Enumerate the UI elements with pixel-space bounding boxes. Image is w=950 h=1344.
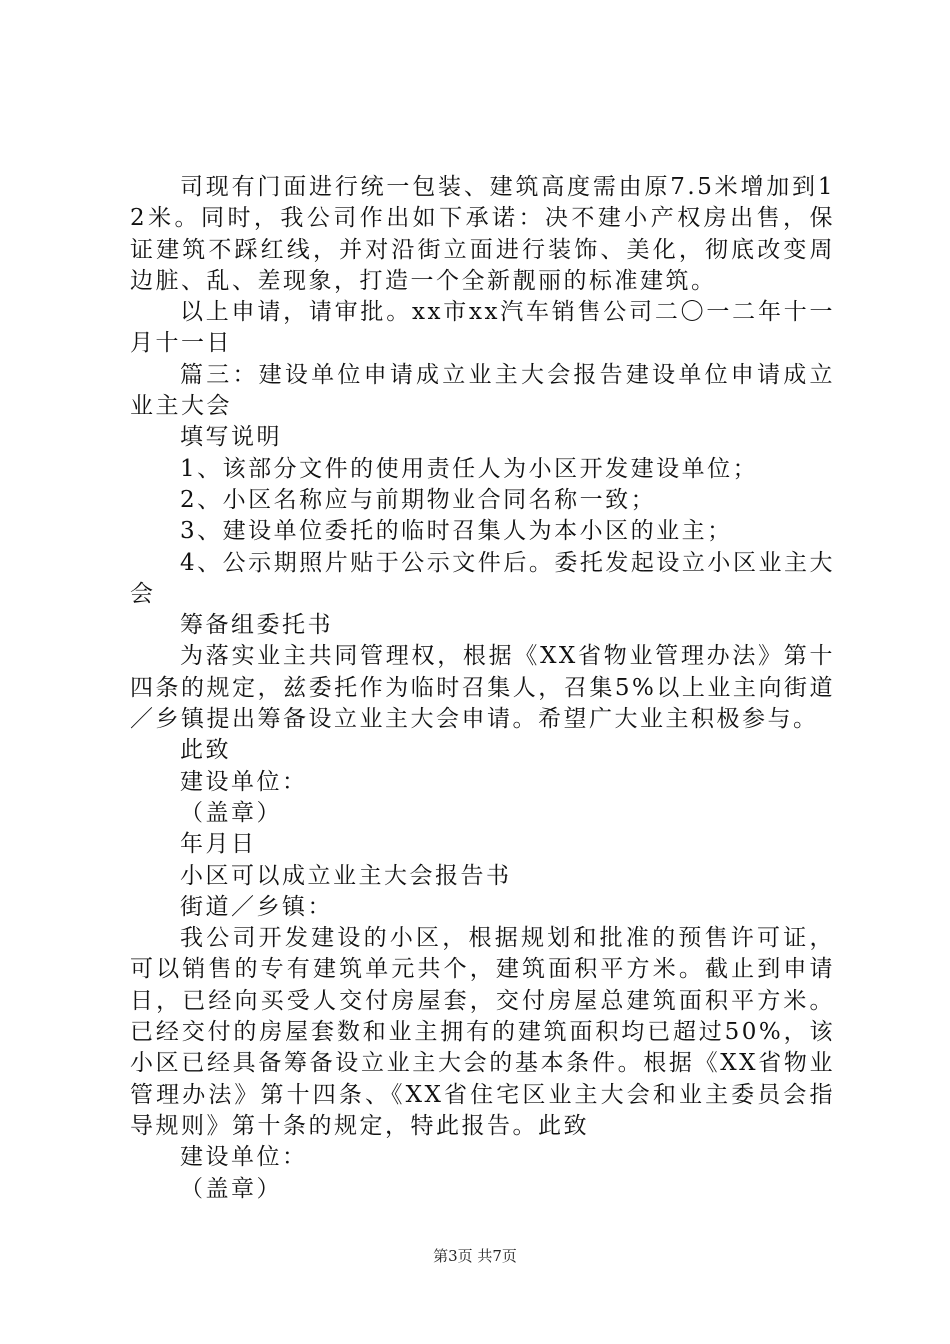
paragraph-building-commitment: 司现有门面进行统一包装、建筑高度需由原7.5米增加到12米。同时，我公司作出如下承诺：决不建小产权房出售，保证建筑不踩红线，并对沿街立面进行装饰、美化，彻底改变周边脏、乱、差现象，打造一个全新靓丽的标准建筑。 (130, 174, 835, 294)
seal-placeholder-2: （盖章） (180, 1175, 282, 1202)
section-heading-part-three: 篇三：建设单位申请成立业主大会报告建设单位申请成立业主大会 (130, 361, 835, 420)
heading-fill-instructions: 填写说明 (180, 424, 282, 451)
instruction-item-2: 2、小区名称应与前期物业合同名称一致； (180, 486, 657, 513)
addressee-street-township: 街道／乡镇： (180, 893, 333, 920)
seal-placeholder: （盖章） (180, 799, 282, 826)
date-placeholder: 年月日 (180, 831, 257, 858)
instruction-item-3: 3、建设单位委托的临时召集人为本小区的业主； (180, 518, 733, 545)
paragraph-approval-request: 以上申请，请审批。xx市xx汽车销售公司二〇一二年十一月十一日 (130, 299, 835, 357)
signature-construction-unit: 建设单位： (180, 768, 308, 795)
heading-report-title: 小区可以成立业主大会报告书 (180, 862, 512, 889)
salutation-ci-zhi: 此致 (180, 737, 231, 764)
instruction-item-1: 1、该部分文件的使用责任人为小区开发建设单位； (180, 455, 759, 482)
paragraph-report-body: 我公司开发建设的小区，根据规划和批准的预售许可证，可以销售的专有建筑单元共个，建筑面积平方米。截止到申请日，已经向买受人交付房屋套，交付房屋总建筑面积平方米。已经交付的房屋套数和业主拥有的建筑面积均已超过50%，该小区已经具备筹备设立业主大会的基本条件。根据《XX省物业管理办法》第十四条、《XX省住宅区业主大会和业主委员会指导规则》第十条的规定，特此报告。此致 (130, 925, 835, 1139)
signature-construction-unit-2: 建设单位： (180, 1144, 308, 1171)
heading-entrustment-letter: 筹备组委托书 (180, 612, 333, 639)
page-number-footer: 第3页 共7页 (433, 1247, 517, 1265)
document-body (130, 172, 835, 1205)
paragraph-entrustment-body: 为落实业主共同管理权，根据《XX省物业管理办法》第十四条的规定，兹委托作为临时召集人，召集5%以上业主向街道／乡镇提出筹备设立业主大会申请。希望广大业主积极参与。 (130, 643, 835, 733)
instruction-item-4: 4、公示期照片贴于公示文件后。委托发起设立小区业主大会 (130, 549, 835, 607)
